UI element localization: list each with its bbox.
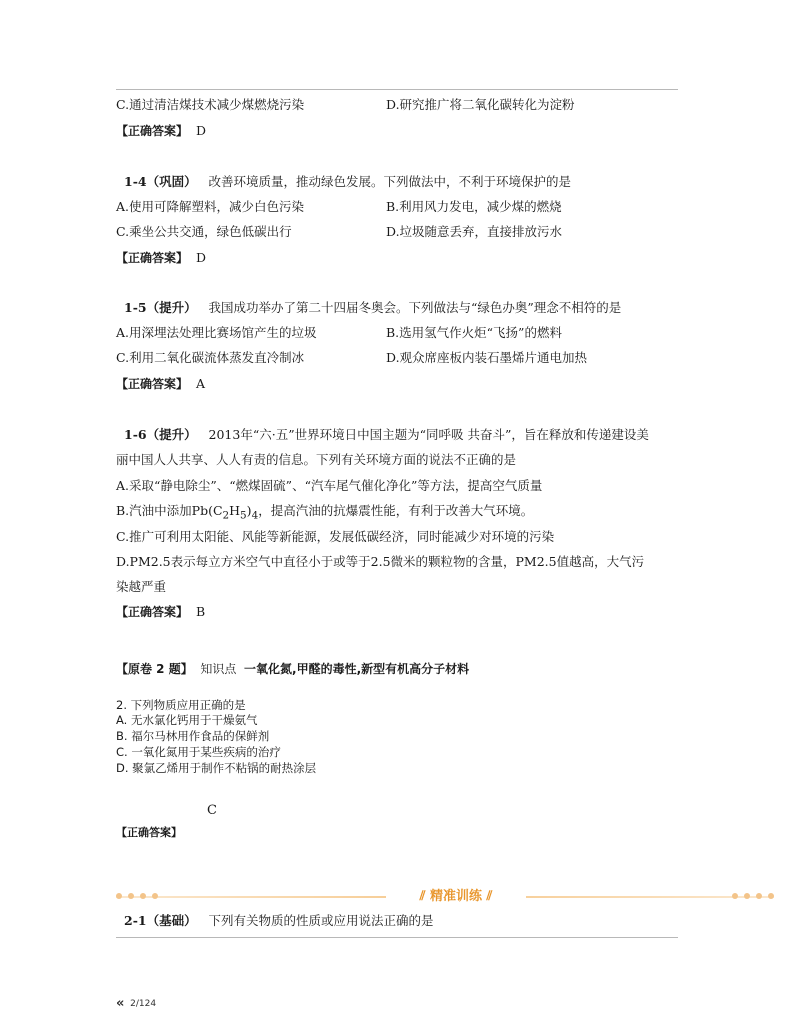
original-option-c: C. 一氧化氮用于某些疾病的治疗 [116, 745, 281, 759]
option-c: C.利用二氧化碳流体蒸发直冷制冰 [116, 350, 305, 365]
option-b [116, 502, 533, 525]
page-footer [116, 996, 156, 1011]
subscript: 2 [222, 509, 230, 522]
answer-row [116, 375, 205, 393]
formula-text: H [229, 503, 241, 518]
banner-label [386, 888, 526, 906]
answer-label: 【正确答案】 [116, 124, 189, 138]
slash-icon: ⫽ [486, 889, 493, 904]
question-stem [124, 912, 434, 930]
original-tag: 【原卷 2 题】 [116, 662, 193, 676]
section-banner [116, 888, 774, 906]
option-text: ，提高汽油的抗爆震性能，有利于改善大气环境。 [258, 503, 534, 518]
subscript: 5 [240, 509, 247, 522]
kp-label: 知识点 [200, 662, 237, 676]
option-a: A.用深埋法处理比赛场馆产生的垃圾 [116, 325, 317, 340]
question-text: 下列有关物质的性质或应用说法正确的是 [208, 913, 434, 928]
banner-title: 精准训练 [429, 889, 482, 904]
answer-value: B [195, 604, 206, 619]
question-text: 2013年“六·五”世界环境日中国主题为“同呼吸 共奋斗”，旨在释放和传递建设美 [208, 427, 649, 442]
original-answer-value: C [207, 803, 217, 818]
slash-icon: ⫽ [419, 889, 426, 904]
question-tag: 1-6（提升） [124, 427, 197, 442]
answer-value: A [195, 376, 205, 391]
formula-text: B.汽油中添加Pb(C [116, 503, 223, 518]
original-option-d: D. 聚氯乙烯用于制作不粘锅的耐热涂层 [116, 761, 317, 775]
question-stem [124, 299, 621, 317]
original-header [116, 660, 469, 678]
original-stem: 2. 下列物质应用正确的是 [116, 698, 246, 712]
top-rule [116, 89, 678, 90]
answer-row [116, 249, 206, 267]
question-stem [124, 173, 571, 191]
question-text: 我国成功举办了第二十四届冬奥会。下列做法与“绿色办奥”理念不相符的是 [208, 300, 622, 315]
answer-row [116, 603, 205, 621]
kp-value: 一氧化氮,甲醛的毒性,新型有机高分子材料 [244, 662, 470, 676]
answer-label: 【正确答案】 [116, 251, 189, 265]
question-tag: 2-1（基础） [124, 913, 197, 928]
question-text-cont: 丽中国人人共享、人人有责的信息。下列有关环境方面的说法不正确的是 [116, 452, 517, 467]
subscript: 4 [251, 509, 259, 522]
original-answer-label: 【正确答案】 [116, 826, 182, 839]
option-b: B.选用氢气作火炬“飞扬”的燃料 [386, 325, 562, 340]
formula-text: ) [246, 503, 252, 518]
answer-label: 【正确答案】 [116, 377, 189, 391]
banner-dots-left [116, 893, 158, 901]
option-a: A.使用可降解塑料，减少白色污染 [116, 199, 305, 214]
answer-row [116, 122, 206, 140]
original-option-b: B. 福尔马林用作食品的保鲜剂 [116, 729, 270, 743]
option-b: B.利用风力发电，减少煤的燃烧 [386, 199, 562, 214]
question-tag: 1-4（巩固） [124, 174, 197, 189]
option-c: C.通过清洁煤技术减少煤燃烧污染 [116, 97, 305, 112]
banner-dots-right [732, 893, 774, 901]
option-d: D.垃圾随意丢弃，直接排放污水 [386, 224, 563, 239]
chevrons-icon: « [116, 996, 125, 1011]
answer-value: D [195, 123, 206, 138]
question-tag: 1-5（提升） [124, 300, 197, 315]
question-text: 改善环境质量，推动绿色发展。下列做法中，不利于环境保护的是 [208, 174, 572, 189]
bottom-rule [116, 937, 678, 938]
answer-value: D [195, 250, 206, 265]
option-d: D.研究推广将二氧化碳转化为淀粉 [386, 97, 575, 112]
answer-label: 【正确答案】 [116, 605, 189, 619]
option-a: A.采取“静电除尘”、“燃煤固硫”、“汽车尾气催化净化”等方法，提高空气质量 [116, 478, 543, 493]
question-stem [124, 426, 649, 444]
option-d: D.PM2.5表示每立方米空气中直径小于或等于2.5微米的颗粒物的含量，PM2.5值越高，大气污 [116, 554, 645, 569]
option-c: C.乘坐公共交通，绿色低碳出行 [116, 224, 292, 239]
option-c: C.推广可利用太阳能、风能等新能源，发展低碳经济，同时能减少对环境的污染 [116, 529, 555, 544]
option-d-cont: 染越严重 [116, 579, 167, 594]
original-option-a: A. 无水氯化钙用于干燥氨气 [116, 713, 258, 727]
option-d: D.观众席座板内装石墨烯片通电加热 [386, 350, 588, 365]
page-number: 2/124 [130, 999, 157, 1009]
